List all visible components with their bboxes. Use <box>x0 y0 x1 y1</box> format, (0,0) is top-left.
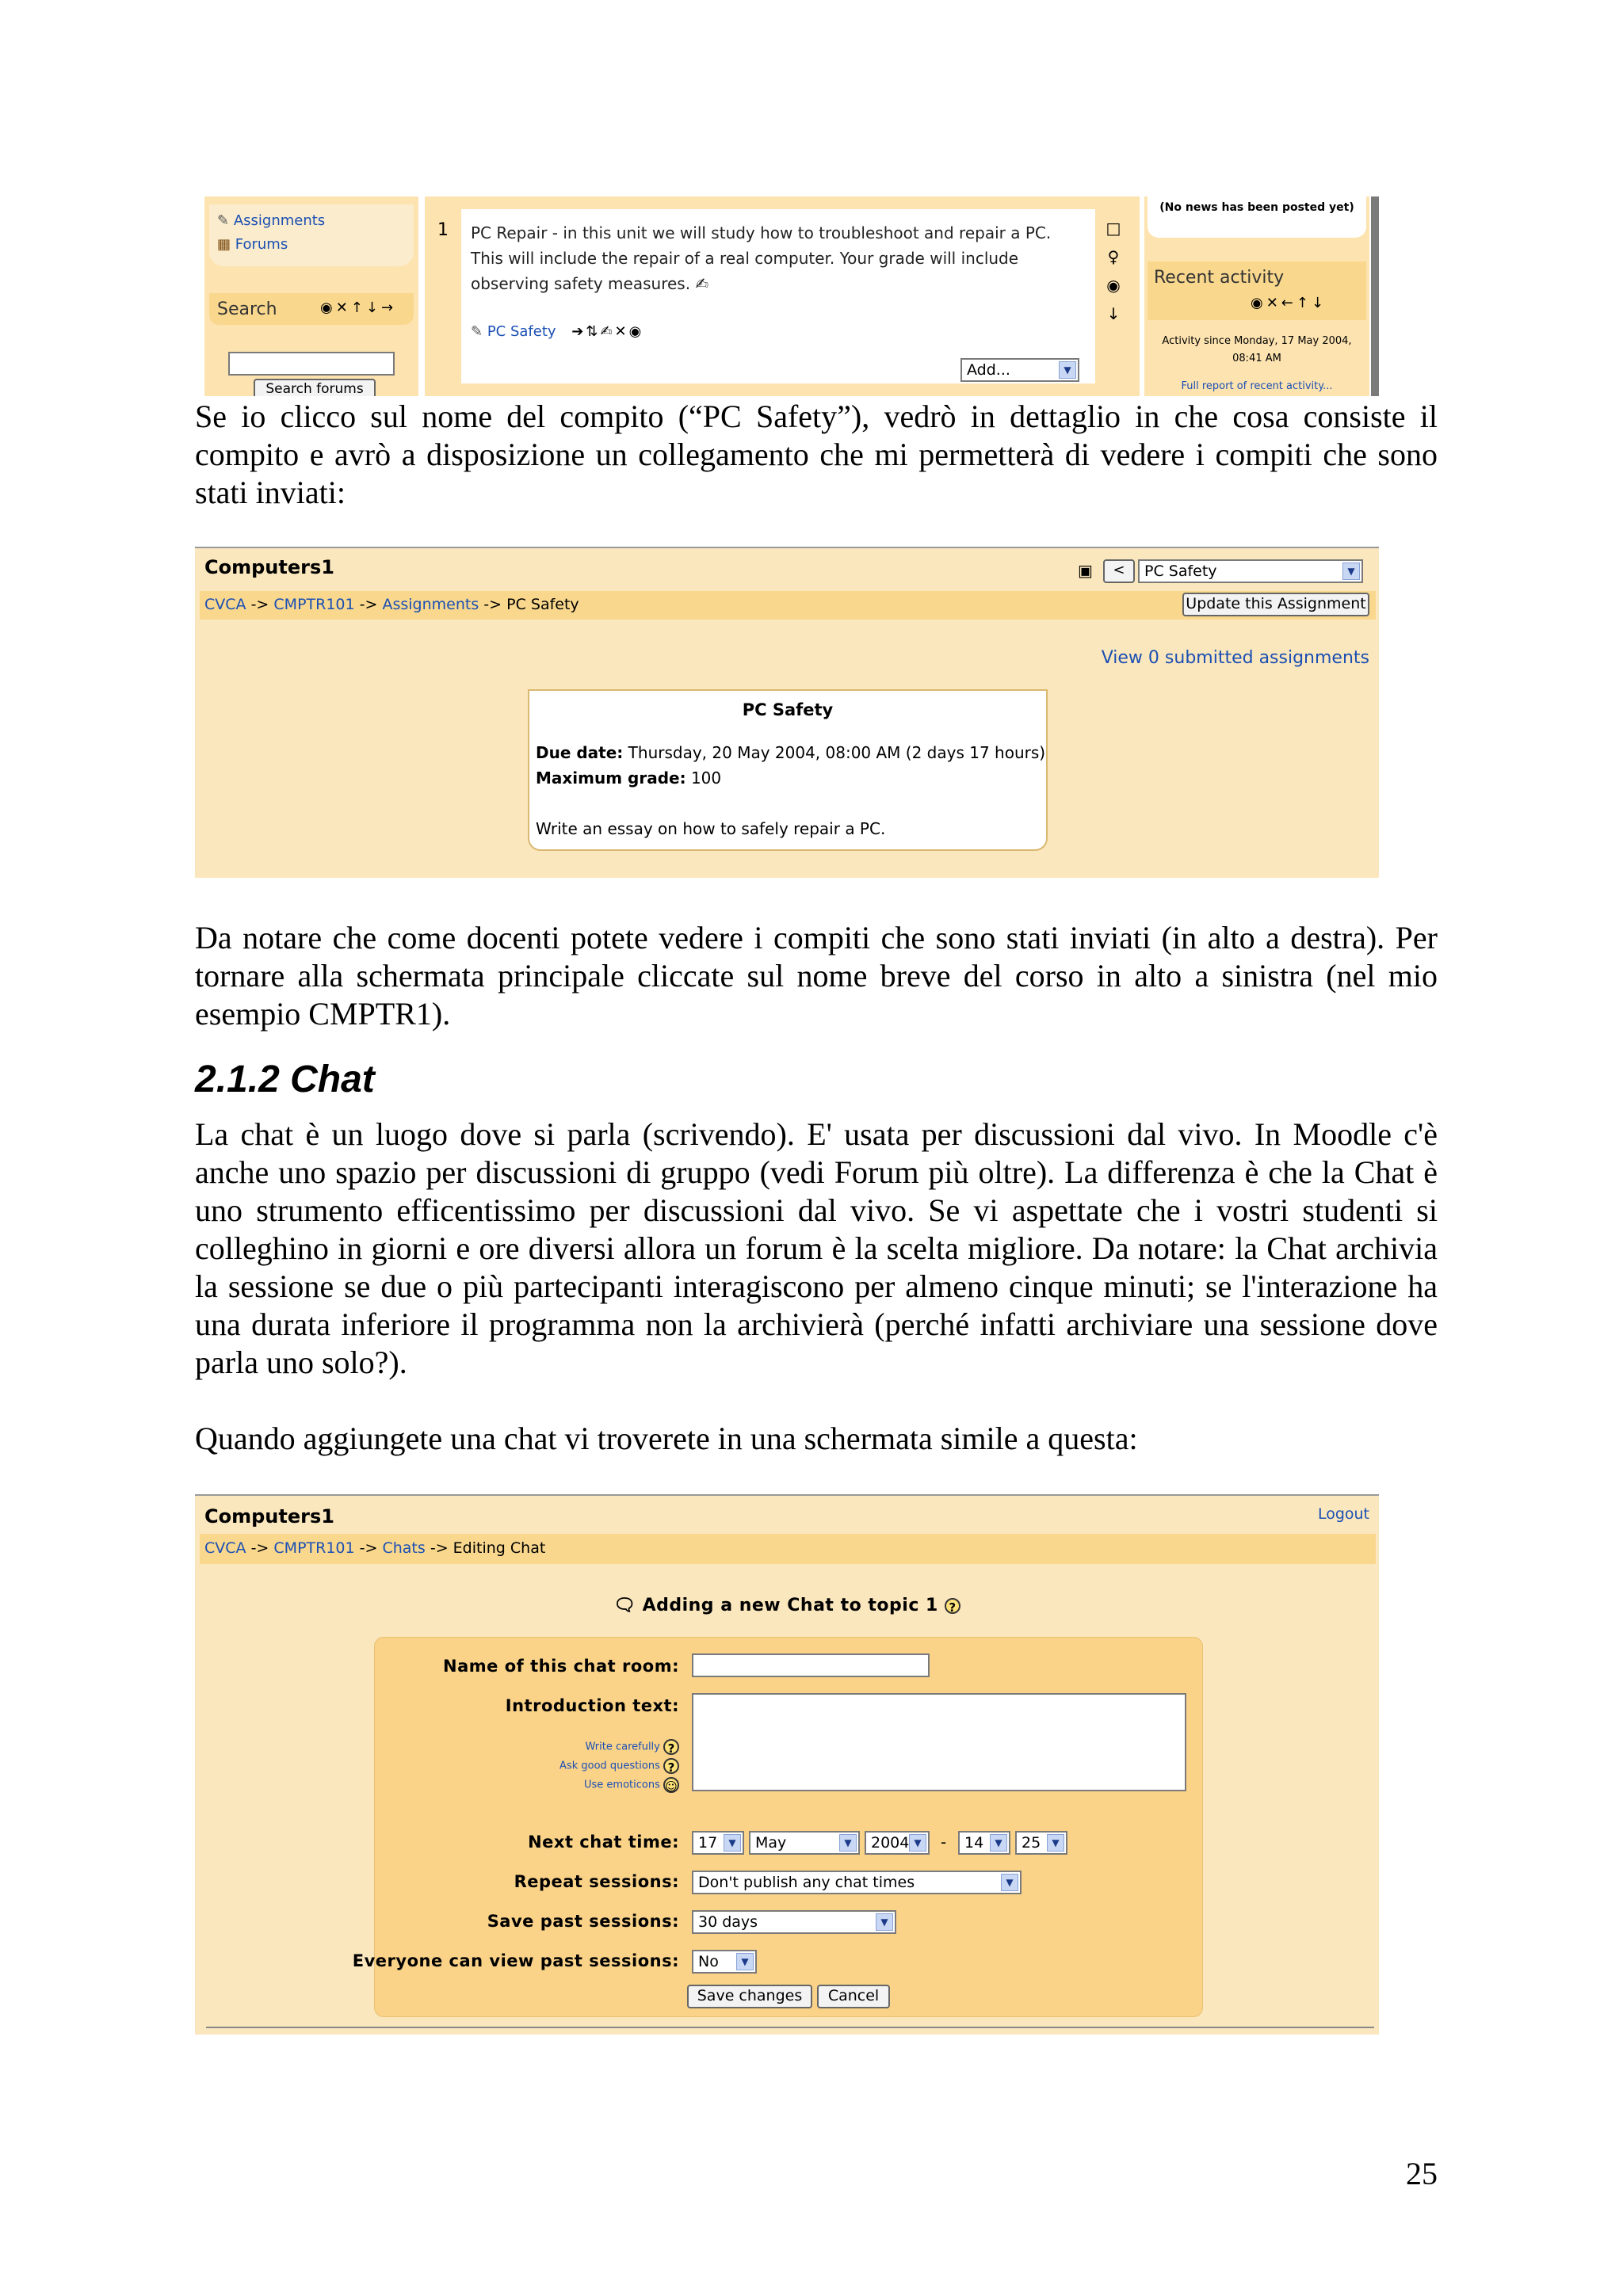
assignment-description: Write an essay on how to safely repair a PC. <box>536 819 886 838</box>
block-controls-icons[interactable]: ◉✕←↑↓ <box>1251 295 1327 311</box>
year-select[interactable]: 2004 ▼ <box>865 1831 930 1855</box>
minute-select[interactable]: 25 ▼ <box>1015 1831 1067 1855</box>
help-icon: ? <box>663 1758 679 1774</box>
smiley-icon: ☺ <box>663 1777 679 1793</box>
breadcrumb: CVCA -> CMPTR101 -> Chats -> Editing Chat <box>204 1539 546 1557</box>
chevron-down-icon: ▼ <box>1342 563 1360 580</box>
help-ask-questions[interactable]: Ask good questions ? <box>559 1758 679 1774</box>
top-border <box>195 547 1379 548</box>
repeat-label: Repeat sessions: <box>514 1872 679 1891</box>
everyone-label: Everyone can view past sessions: <box>352 1951 679 1970</box>
scrollbar[interactable] <box>1371 196 1379 396</box>
paragraph-4: Quando aggiungete una chat vi troverete in una schermata simile a questa: <box>195 1421 1138 1456</box>
chevron-down-icon: ▼ <box>1047 1834 1064 1852</box>
assignment-icon: ✎ <box>217 212 230 229</box>
assignment-title: PC Safety <box>742 700 834 719</box>
section-heading: 2.1.2 Chat <box>195 1058 375 1100</box>
day-select[interactable]: 17 ▼ <box>692 1831 744 1855</box>
navbar <box>200 1534 1376 1564</box>
update-assignment-button[interactable]: Update this Assignment <box>1182 593 1369 616</box>
screenshot-assignment-view <box>195 547 1379 878</box>
block-controls-icons[interactable]: ◉✕↑↓→ <box>320 299 397 316</box>
assignments-link[interactable]: ✎ Assignments <box>217 212 326 229</box>
hour-select[interactable]: 14 ▼ <box>958 1831 1010 1855</box>
page-number: 25 <box>1406 2156 1438 2191</box>
help-icon[interactable]: ? <box>945 1598 960 1614</box>
site-name[interactable]: Computers1 <box>204 1505 334 1527</box>
paragraph-3: La chat è un luogo dove si parla (scrivendo). E' usata per discussioni dal vivo. In Moodle c'è anche uno spazio per discussioni di gruppo (vedi Forum più oltre). La differenza è che la Chat è uno strumento efficentissimo per discussioni dal vivo. Se vi aspettate che i vostri studenti si colleghino in giorni e ore diversi allora un forum è la scelta migliore. Da notare: la Chat archivia la sessione se due o più partecipanti interagiscono per almeno cinque minuti; se l'interazione ha una durata inferiore il programma non la archivierà (perché infatti archiviare una sessione dove parla uno solo?). <box>195 1116 1438 1380</box>
label-column <box>352 1638 679 2016</box>
activity-edit-icons[interactable]: ➔⇅✍✕◉ <box>571 323 644 340</box>
recent-activity-since: Activity since Monday, 17 May 2004, 08:41 AM <box>1162 335 1352 364</box>
save-changes-button[interactable]: Save changes <box>687 1985 812 2008</box>
chat-form <box>352 1637 1203 2017</box>
search-title: Search <box>217 299 277 319</box>
forum-icon: ▦ <box>217 236 231 253</box>
bottom-border <box>206 2027 1374 2028</box>
activity-jump-select[interactable]: PC Safety ▼ <box>1138 559 1363 583</box>
time-separator: - <box>941 1833 947 1852</box>
chevron-down-icon: ▼ <box>839 1834 857 1852</box>
site-name[interactable]: Computers1 <box>204 556 334 578</box>
cancel-button[interactable]: Cancel <box>817 1985 890 2008</box>
activities-block <box>209 204 414 266</box>
save-icon[interactable]: ▣ <box>1078 561 1093 580</box>
view-submitted-link[interactable]: View 0 submitted assignments <box>1101 648 1369 668</box>
due-date: Due date: Thursday, 20 May 2004, 08:00 AM (2 days 17 hours) <box>536 743 1046 762</box>
chevron-down-icon: ▼ <box>1001 1874 1018 1891</box>
add-activity-select[interactable]: Add... ▼ <box>960 358 1079 382</box>
save-sessions-select[interactable]: 30 days ▼ <box>692 1910 896 1934</box>
recent-activity-header <box>1148 261 1366 320</box>
chat-name-input[interactable] <box>692 1653 930 1677</box>
chevron-down-icon: ▼ <box>724 1834 741 1852</box>
topic-side-icons[interactable]: □ ♀ ◉ ↓ <box>1106 219 1121 323</box>
news-block <box>1148 196 1366 238</box>
search-forums-input[interactable] <box>228 352 395 376</box>
screenshot-add-chat <box>195 1494 1379 2035</box>
recent-activity-title: Recent activity <box>1154 268 1285 288</box>
chat-icon: 🗨 <box>613 1596 636 1615</box>
help-icon: ? <box>663 1739 679 1755</box>
intro-label: Introduction text: <box>505 1696 679 1715</box>
pc-safety-activity[interactable]: ✎ PC Safety ➔⇅✍✕◉ <box>471 323 644 340</box>
recent-activity-full-report[interactable]: Full report of recent activity... <box>1181 380 1333 392</box>
form-title: 🗨 Adding a new Chat to topic 1 ? <box>195 1596 1379 1615</box>
chevron-down-icon: ▼ <box>736 1953 754 1970</box>
top-border <box>195 1494 1379 1496</box>
month-select[interactable]: May ▼ <box>749 1831 860 1855</box>
intro-textarea[interactable] <box>692 1693 1186 1791</box>
edit-icon[interactable]: ✍ <box>695 274 709 293</box>
name-label: Name of this chat room: <box>443 1657 679 1676</box>
maximum-grade: Maximum grade: 100 <box>536 769 722 788</box>
save-sessions-label: Save past sessions: <box>487 1912 679 1931</box>
logout-link[interactable]: Logout <box>1317 1505 1369 1523</box>
help-write-carefully[interactable]: Write carefully ? <box>586 1739 680 1755</box>
topic-number: 1 <box>437 220 449 240</box>
chevron-down-icon: ▼ <box>876 1913 893 1931</box>
paragraph-2: Da notare che come docenti potete vedere i compiti che sono stati inviati (in alto a destra). Per tornare alla schermata principale cliccate sul nome breve del corso in alto a sinistra (nel mio esempio CMPTR1). <box>195 920 1438 1032</box>
topic-content <box>461 209 1095 383</box>
forums-link[interactable]: ▦ Forums <box>217 236 288 253</box>
assignment-box <box>528 689 1048 851</box>
breadcrumb: CVCA -> CMPTR101 -> Assignments -> PC Safety <box>204 596 579 613</box>
next-chat-label: Next chat time: <box>528 1833 679 1852</box>
everyone-view-select[interactable]: No ▼ <box>692 1950 757 1974</box>
assignment-icon: ✎ <box>471 323 483 340</box>
previous-activity-button[interactable]: < <box>1103 559 1135 583</box>
help-use-emoticons[interactable]: Use emoticons ☺ <box>584 1777 679 1793</box>
chevron-down-icon: ▼ <box>909 1834 926 1852</box>
screenshot-course-page <box>195 196 1379 396</box>
chevron-down-icon: ▼ <box>990 1834 1007 1852</box>
news-text: (No news has been posted yet) <box>1159 201 1354 214</box>
search-block-header <box>209 293 414 325</box>
search-forums-button[interactable]: Search forums <box>254 379 376 396</box>
paragraph-1: Se io clicco sul nome del compito (“PC Safety”), vedrò in dettaglio in che cosa consiste il compito e avrò a disposizione un collegamento che mi permetterà di vedere i compiti che sono stati inviati: <box>195 399 1438 510</box>
chevron-down-icon: ▼ <box>1059 361 1076 379</box>
topic-summary: PC Repair - in this unit we will study how to troubleshoot and repair a PC. This will include the repair of a real computer. Your grade will include observing safety measures. ✍ <box>471 223 1052 293</box>
repeat-sessions-select[interactable]: Don't publish any chat times ▼ <box>692 1871 1022 1894</box>
